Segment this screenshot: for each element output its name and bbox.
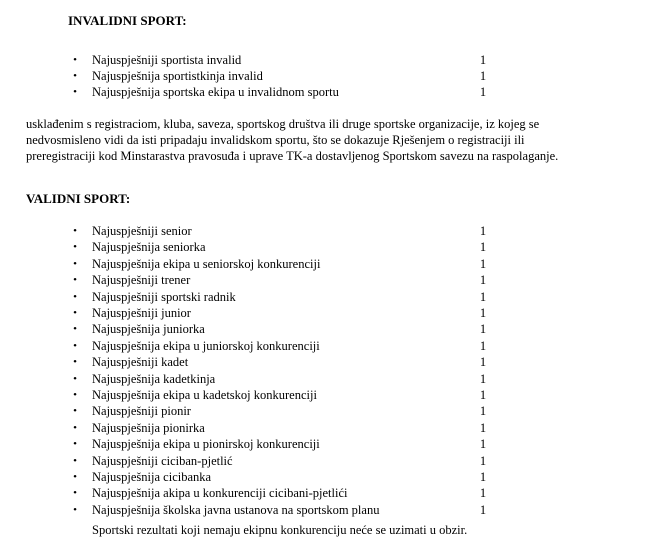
bullet-icon: • — [73, 307, 77, 319]
item-count: 1 — [479, 371, 487, 386]
bullet-icon: • — [73, 70, 77, 82]
bullet-icon: • — [73, 454, 77, 467]
bullet-icon: • — [73, 225, 77, 237]
item-count: 1 — [479, 322, 487, 337]
item-label: Najuspješniji junior — [92, 306, 191, 320]
item-label: Najuspješnija pionirka — [92, 420, 205, 435]
item-label: Najuspješnija ekipa u kadetskoj konkurenciji — [92, 388, 317, 402]
bullet-icon: • — [73, 54, 77, 66]
item-count: 1 — [479, 404, 487, 419]
bullet-icon: • — [73, 86, 77, 98]
item-count: 1 — [479, 273, 487, 288]
list-item — [0, 403, 650, 419]
item-label: Najuspješnija kadetkinja — [92, 371, 216, 386]
bullet-icon: • — [73, 274, 77, 287]
list-item — [0, 223, 650, 239]
item-label: Najuspješnija cicibanka — [92, 470, 212, 484]
item-count: 1 — [479, 388, 487, 402]
item-count: 1 — [479, 338, 487, 353]
list-item — [0, 420, 650, 436]
item-count: 1 — [479, 453, 487, 468]
item-label: Najuspješniji ciciban-pjetlić — [92, 453, 233, 468]
bullet-icon: • — [73, 471, 77, 483]
list-item — [0, 84, 650, 100]
list-item — [0, 469, 650, 485]
bullet-icon: • — [73, 241, 77, 254]
item-label: Najuspješniji senior — [92, 224, 192, 238]
list-item — [0, 256, 650, 272]
item-label: Najuspješniji kadet — [92, 355, 189, 370]
item-count: 1 — [479, 289, 487, 304]
list-item — [0, 305, 650, 321]
list-item — [0, 502, 650, 518]
item-count: 1 — [479, 470, 487, 484]
item-count: 1 — [479, 486, 487, 501]
item-label: Najuspješnija juniorka — [92, 322, 205, 337]
invalidni-sport-heading: INVALIDNI SPORT: — [68, 13, 187, 28]
item-count: 1 — [479, 306, 487, 320]
item-count: 1 — [479, 53, 487, 67]
item-label: Najuspješnija sportistkinja invalid — [92, 69, 263, 83]
paragraph-line: preregistraciji kod Minstarastva pravosuđa i uprave TK-a dostavljenog Sportskom savezu na raspolaganje. — [26, 149, 559, 163]
item-label: Najuspješnija akipa u konkurenciji cicibani-pjetlići — [92, 486, 348, 501]
item-count: 1 — [479, 256, 487, 271]
item-label: Najuspješniji sportista invalid — [92, 53, 242, 67]
bullet-icon: • — [73, 257, 77, 270]
list-item — [0, 371, 650, 387]
item-count: 1 — [479, 420, 487, 435]
item-label: Najuspješniji pionir — [92, 404, 191, 419]
bullet-icon: • — [73, 323, 77, 336]
item-count: 1 — [479, 437, 487, 452]
item-count: 1 — [479, 69, 487, 83]
results-note: Sportski rezultati koji nemaju ekipnu konkurenciju neće se uzimati u obzir. — [92, 523, 468, 537]
list-item — [0, 354, 650, 370]
validni-sport-heading: VALIDNI SPORT: — [26, 191, 131, 206]
bullet-icon: • — [73, 487, 77, 500]
list-item — [0, 453, 650, 469]
item-count: 1 — [479, 502, 487, 517]
item-label: Najuspješnija ekipa u seniorskoj konkurenciji — [92, 256, 321, 271]
list-item — [0, 239, 650, 255]
list-item — [0, 436, 650, 452]
bullet-icon: • — [73, 372, 77, 385]
bullet-icon: • — [73, 421, 77, 434]
bullet-icon: • — [73, 290, 77, 303]
item-count: 1 — [479, 85, 487, 99]
paragraph-line: nedvosmisleno vidi da isti pripadaju invalidskom sportu, što se dokazuje Rješenjem o registraciji ili — [26, 133, 525, 147]
item-label: Najuspješnija ekipa u juniorskoj konkurenciji — [92, 338, 320, 353]
item-label: Najuspješnija seniorka — [92, 240, 206, 255]
item-label: Najuspješnija ekipa u pionirskoj konkurenciji — [92, 437, 320, 452]
bullet-icon: • — [73, 503, 77, 516]
list-item — [0, 321, 650, 337]
bullet-icon: • — [73, 389, 77, 401]
list-item — [0, 338, 650, 354]
item-label: Najuspješniji trener — [92, 273, 191, 288]
list-item — [0, 272, 650, 288]
item-label: Najuspješnija školska javna ustanova na sportskom planu — [92, 502, 380, 517]
bullet-icon: • — [73, 438, 77, 451]
registration-paragraph — [26, 116, 636, 164]
item-count: 1 — [479, 355, 487, 370]
bullet-icon: • — [73, 405, 77, 418]
item-label: Najuspješnija sportska ekipa u invalidnom sportu — [92, 85, 339, 99]
list-item — [0, 289, 650, 305]
list-item — [0, 52, 650, 68]
list-item — [0, 387, 650, 403]
item-count: 1 — [479, 240, 487, 255]
list-item — [0, 485, 650, 501]
item-count: 1 — [479, 224, 487, 238]
item-label: Najuspješniji sportski radnik — [92, 289, 236, 304]
bullet-icon: • — [73, 339, 77, 352]
list-item — [0, 68, 650, 84]
paragraph-line: usklađenim s registraciom, kluba, saveza, sportskog društva ili druge sportske organizacije, iz kojeg se — [26, 117, 540, 131]
bullet-icon: • — [73, 356, 77, 369]
